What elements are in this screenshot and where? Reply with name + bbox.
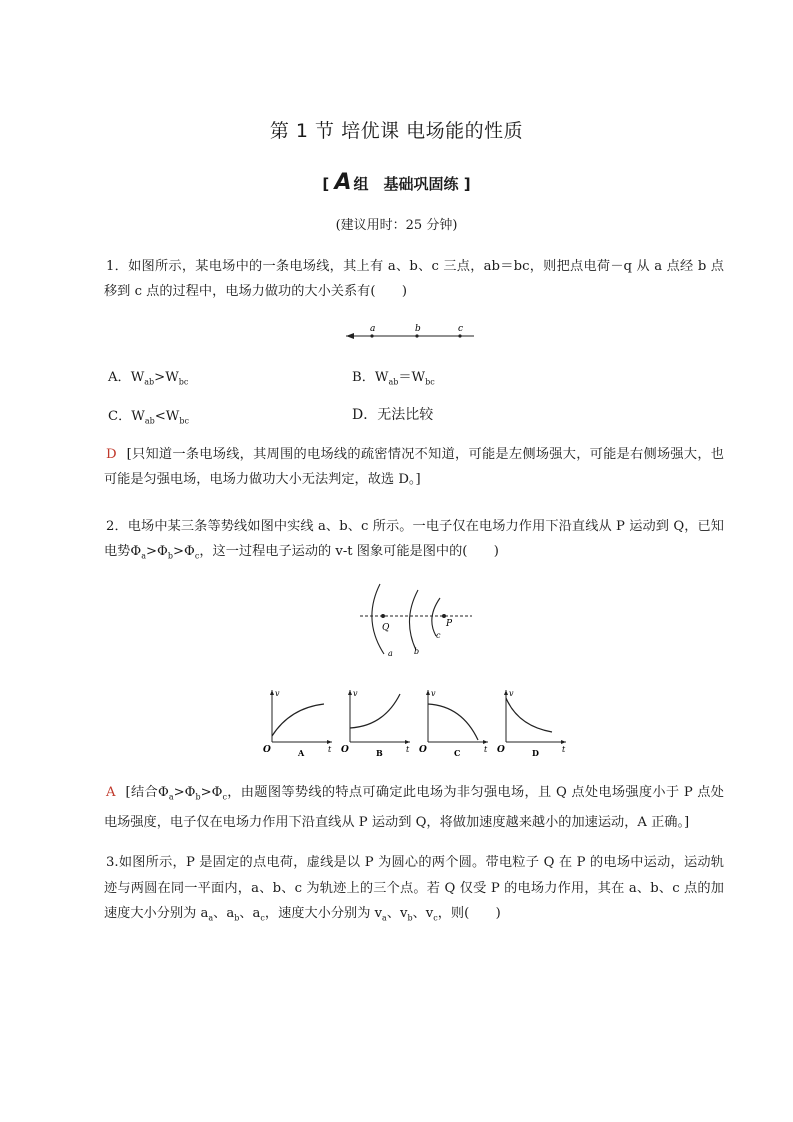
svg-text:O: O <box>497 745 505 755</box>
q1-answer-letter: D <box>106 447 117 462</box>
equipotential-b <box>409 590 418 650</box>
curve <box>428 704 478 740</box>
section-heading <box>0 170 793 195</box>
point-b <box>415 334 418 337</box>
label-a: a <box>388 649 393 658</box>
q1-option-a: A．$W_{ab}>W_{bc}$ <box>108 370 189 387</box>
svg-text:t: t <box>484 745 488 754</box>
q1-answer-text: [只知道一条电场线，其周围的电场线的疏密情况不知道，可能是左侧场强大，可能是右侧场强大，也可能是匀强电场，电场力做功大小无法判定，故选 D。] <box>104 447 724 487</box>
section-text: 组 基础巩固练 <box>353 175 459 193</box>
point-c <box>458 334 461 337</box>
time-note: (建议用时：25 分钟) <box>335 218 458 233</box>
q1-stem: 1．如图所示，某电场中的一条电场线，其上有 a、b、c 三点，ab＝bc，则把点电荷－q 从 a 点经 b 点移到 c 点的过程中，电场力做功的大小关系有( ) <box>104 259 724 299</box>
label-b: b <box>415 324 421 334</box>
label-p: P <box>446 619 453 629</box>
section-bracket-open: [ <box>322 175 330 193</box>
section-letter: A <box>334 170 352 195</box>
svg-text:O: O <box>263 745 271 755</box>
svg-text:O: O <box>341 745 349 755</box>
q1-option-c: C．$W_{ab}<W_{bc}$ <box>108 409 189 426</box>
section-bracket-close: ] <box>463 175 471 193</box>
q2-vt-graph-a <box>262 686 338 758</box>
svg-text:t: t <box>562 745 566 754</box>
label-a: a <box>370 324 376 334</box>
q1-field-line-figure <box>340 320 480 346</box>
point-p <box>442 614 446 618</box>
q1-option-d: D．无法比较 <box>352 407 434 423</box>
svg-text:v: v <box>275 689 280 698</box>
q2-equipotential-figure <box>356 580 476 660</box>
q2-vt-graph-d <box>496 686 572 758</box>
q1-answer <box>104 442 724 492</box>
q3-stem: 3.如图所示，P 是固定的点电荷，虚线是以 P 为圆心的两个圆。带电粒子 Q 在 P 的电场中运动，运动轨迹与两圆在同一平面内，a、b、c 为轨迹上的三个点。若 Q 仅受 P 的电场力作用，其在 a、b、c 点的加速度大小分别为 $a_a$、$a_b$、$a_c$，速度大小分别为 $v_a$、$v_b$、$v_c$，则( ) <box>104 855 724 923</box>
svg-text:v: v <box>509 689 514 698</box>
label-c: c <box>458 324 464 334</box>
label-c: c <box>436 631 441 640</box>
q2-answer-letter: A <box>106 785 116 800</box>
label-q: Q <box>382 623 390 633</box>
svg-text:A: A <box>298 748 305 758</box>
svg-text:C: C <box>454 748 461 758</box>
point-q <box>381 614 385 618</box>
q2-stem: 2．电场中某三条等势线如图中实线 a、b、c 所示。一电子仅在电场力作用下沿直线从 P 运动到 Q，已知电势$\Phi_a>\Phi_b>\Phi_c$，这一过程电子运动的 v-t 图象可能是图中的( ) <box>104 519 724 561</box>
svg-text:v: v <box>353 689 358 698</box>
curve <box>272 704 324 736</box>
q2-vt-graph-c <box>418 686 494 758</box>
svg-text:D: D <box>532 748 539 758</box>
curve <box>350 694 400 728</box>
q2-vt-graph-b <box>340 686 416 758</box>
svg-text:t: t <box>328 745 332 754</box>
label-b: b <box>414 647 420 656</box>
equipotential-a <box>372 584 384 654</box>
curve <box>506 698 552 732</box>
page-title: 第 1 节 培优课 电场能的性质 <box>269 120 524 142</box>
svg-text:O: O <box>419 745 427 755</box>
q1-option-b: B．$W_{ab}=W_{bc}$ <box>352 370 435 387</box>
svg-text:B: B <box>376 748 383 758</box>
point-a <box>370 334 373 337</box>
q2-answer: A [结合$\Phi_a>\Phi_b>\Phi_c$，由题图等势线的特点可确定此电场为非匀强电场，且 Q 点处电场强度小于 P 点处电场强度，电子仅在电场力作用下沿直线从 P 运动到 Q，将做加速度越来越小的加速运动，A 正确。] <box>104 785 724 830</box>
svg-text:v: v <box>431 689 436 698</box>
field-arrow-icon <box>346 333 354 339</box>
svg-text:t: t <box>406 745 410 754</box>
